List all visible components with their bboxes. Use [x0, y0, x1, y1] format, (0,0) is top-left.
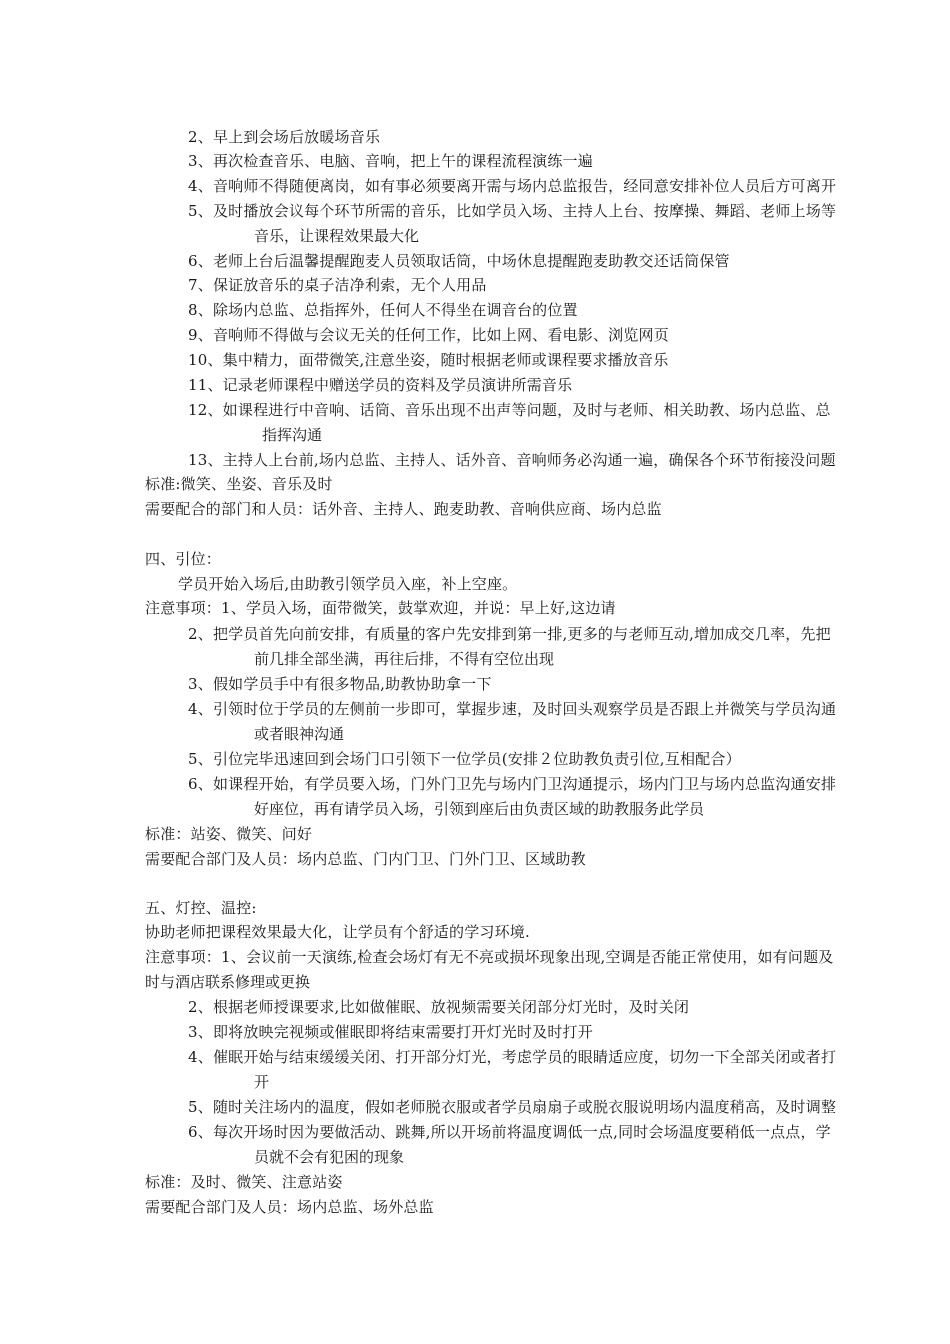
- notes-first-continuation: 时与酒店联系修理或更换: [145, 973, 311, 991]
- list-item: 3、即将放映完视频或催眠即将结束需要打开灯光时及时打开: [188, 1023, 593, 1041]
- standard-text: 标准：站姿、微笑、问好: [145, 825, 313, 843]
- section-heading: 四、引位：: [145, 550, 222, 568]
- list-item: 4、催眠开始与结束缓缓关闭、打开部分灯光，考虑学员的眼睛适应度，切勿一下全部关闭或者打: [188, 1048, 837, 1066]
- list-item: 7、保证放音乐的桌子洁净利索，无个人用品: [188, 276, 487, 294]
- list-item: 10、集中精力，面带微笑,注意坐姿，随时根据老师或课程要求播放音乐: [188, 351, 669, 369]
- list-item: 5、引位完毕迅速回到会场门口引领下一位学员(安排２位助教负责引位,互相配合）: [188, 750, 741, 768]
- list-item: 9、音响师不得做与会议无关的任何工作，比如上网、看电影、浏览网页: [188, 326, 669, 344]
- list-item: 13、主持人上台前,场内总监、主持人、话外音、音响师务必沟通一遍，确保各个环节衔接没问题: [188, 451, 836, 469]
- list-item: 2、早上到会场后放暖场音乐: [188, 128, 381, 146]
- list-item: 12、如课程进行中音响、话筒、音乐出现不出声等问题，及时与老师、相关助教、场内总监、总: [188, 401, 831, 419]
- section-heading: 五、灯控、温控:: [145, 899, 257, 917]
- list-item-continuation: 音乐，让课程效果最大化: [254, 227, 420, 245]
- list-item: 4、音响师不得随便离岗，如有事必须要离开需与场内总监报告，经同意安排补位人员后方可离开: [188, 177, 837, 195]
- list-item-continuation: 开: [254, 1073, 270, 1091]
- list-item: 2、把学员首先向前安排，有质量的客户先安排到第一排,更多的与老师互动,增加成交几率，先把: [188, 625, 831, 643]
- notes-first: 注意事项：1、会议前一天演练,检查会场灯有无不亮或损坏现象出现,空调是否能正常使用，如有问题及: [145, 948, 834, 966]
- list-item: 2、根据老师授课要求,比如做催眠、放视频需要关闭部分灯光时，及时关闭: [188, 998, 690, 1016]
- list-item-continuation: 员就不会有犯困的现象: [254, 1148, 405, 1166]
- standard-text: 标准:微笑、坐姿、音乐及时: [145, 475, 333, 493]
- partners-text: 需要配合的部门和人员：话外音、主持人、跑麦助教、音响供应商、场内总监: [145, 500, 662, 518]
- list-item-continuation: 指挥沟通: [262, 426, 323, 444]
- intro-text: 学员开始入场后,由助教引领学员入座，补上空座。: [178, 575, 518, 593]
- notes-first: 注意事项：1、学员入场，面带微笑，鼓掌欢迎，并说：早上好,这边请: [145, 599, 616, 617]
- list-item: 6、老师上台后温馨提醒跑麦人员领取话筒，中场休息提醒跑麦助教交还话筒保管: [188, 252, 730, 270]
- partners-text: 需要配合部门及人员：场内总监、门内门卫、门外门卫、区域助教: [145, 850, 586, 868]
- list-item: 6、每次开场时因为要做活动、跳舞,所以开场前将温度调低一点,同时会场温度要稍低一点点，学: [188, 1123, 831, 1141]
- list-item-continuation: 前几排全部坐满，再往后排，不得有空位出现: [254, 650, 555, 668]
- list-item: 4、引领时位于学员的左侧前一步即可，掌握步速，及时回头观察学员是否跟上并微笑与学员沟通: [188, 700, 837, 718]
- intro-text: 协助老师把课程效果最大化，让学员有个舒适的学习环境.: [145, 923, 530, 941]
- list-item: 11、记录老师课程中赠送学员的资料及学员演讲所需音乐: [188, 376, 573, 394]
- partners-text: 需要配合部门及人员：场内总监、场外总监: [145, 1198, 434, 1216]
- list-item: 5、及时播放会议每个环节所需的音乐，比如学员入场、主持人上台、按摩操、舞蹈、老师上场等: [188, 202, 837, 220]
- list-item: 3、再次检查音乐、电脑、音响，把上午的课程流程演练一遍: [188, 152, 593, 170]
- standard-text: 标准：及时、微笑、注意站姿: [145, 1173, 343, 1191]
- list-item-continuation: 或者眼神沟通: [254, 725, 345, 743]
- list-item: 3、假如学员手中有很多物品,助教协助拿一下: [188, 675, 492, 693]
- list-item: 5、随时关注场内的温度，假如老师脱衣服或者学员扇扇子或脱衣服说明场内温度稍高，及时调整: [188, 1098, 837, 1116]
- list-item: 6、如课程开始，有学员要入场，门外门卫先与场内门卫沟通提示，场内门卫与场内总监沟通安排: [188, 775, 837, 793]
- list-item-continuation: 好座位，再有请学员入场，引领到座后由负责区域的助教服务此学员: [254, 800, 705, 818]
- list-item: 8、除场内总监、总指挥外，任何人不得坐在调音台的位置: [188, 301, 578, 319]
